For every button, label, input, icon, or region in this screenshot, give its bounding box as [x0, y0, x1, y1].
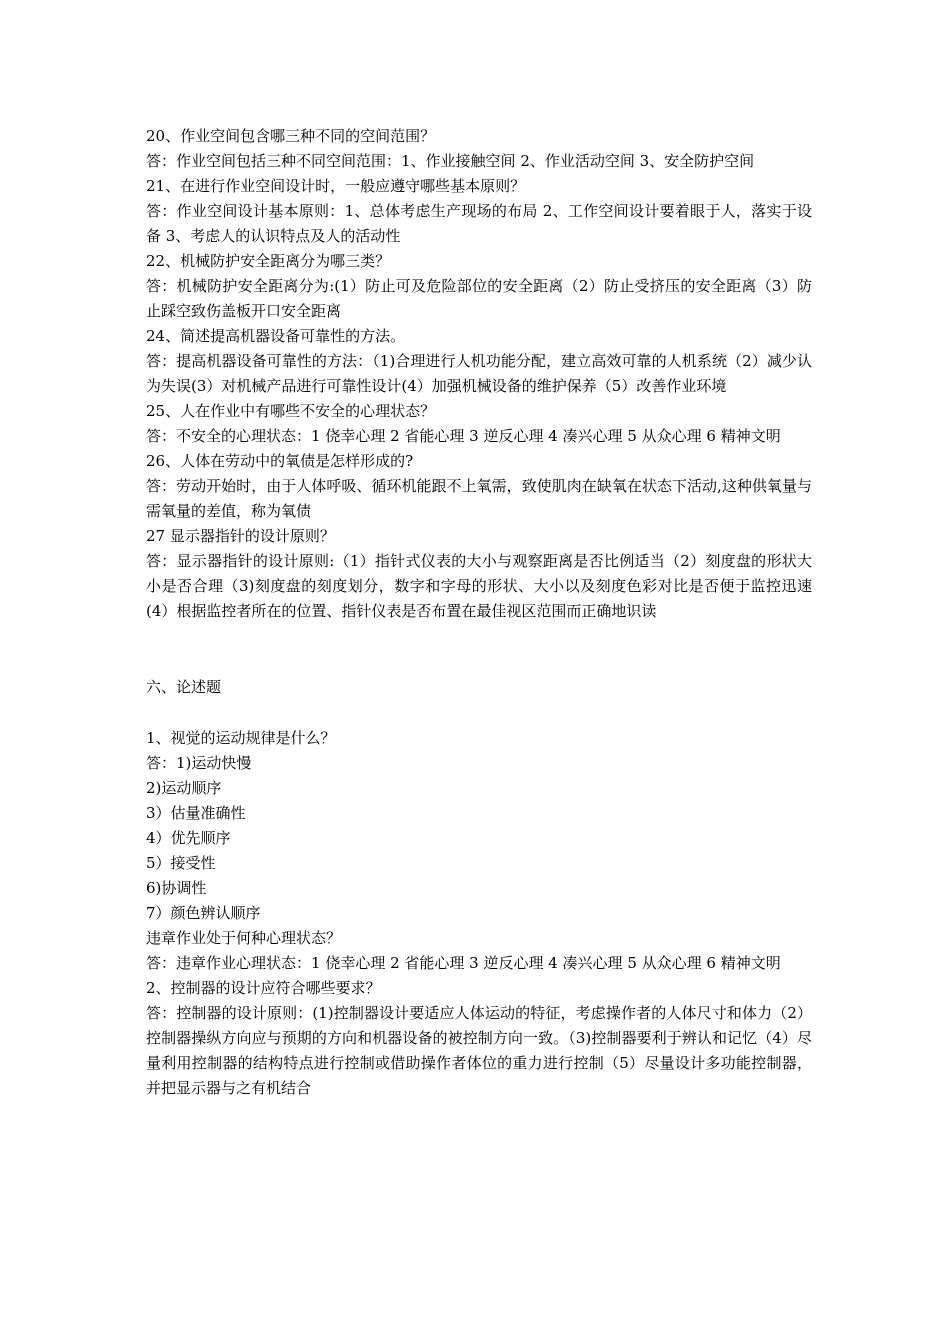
answer-22: 答：机械防护安全距离分为:(1）防止可及危险部位的安全距离（2）防止受挤压的安全距离（3）防止踩空致伤盖板开口安全距离 [146, 277, 812, 320]
essay-answer-1-item: 3）估量准确性 [146, 804, 246, 822]
essay-answer-1-item: 7）颜色辨认顺序 [146, 904, 261, 922]
question-25: 25、人在作业中有哪些不安全的心理状态？ [146, 402, 436, 420]
essay-answer-1-item: 4）优先顺序 [146, 829, 231, 847]
answer-26: 答：劳动开始时，由于人体呼吸、循环机能跟不上氧需，致使肌肉在缺氧在状态下活动,这种供氧量与需氧量的差值，称为氧债 [146, 477, 812, 520]
answer-20: 答：作业空间包括三种不同空间范围：1、作业接触空间 2、作业活动空间 3、安全防护空间 [146, 152, 755, 170]
section-heading: 六、论述题 [146, 678, 222, 696]
question-24: 24、简述提高机器设备可靠性的方法。 [146, 327, 406, 345]
spacer [146, 624, 812, 675]
essay-answer-1-item: 5）接受性 [146, 854, 216, 872]
answer-25: 答：不安全的心理状态：1 侥幸心理 2 省能心理 3 逆反心理 4 凑兴心理 5 从众心理 6 精神文明 [146, 427, 781, 445]
answer-27: 答：显示器指针的设计原则:（1）指针式仪表的大小与观察距离是否比例适当（2）刻度盘的形状大小是否合理（3)刻度盘的刻度划分，数字和字母的形状、大小以及刻度色彩对比是否便于监控迅速(4）根据监控者所在的位置、指针仪表是否布置在最佳视区范围而正确地识读 [146, 552, 812, 620]
answer-24: 答：提高机器设备可靠性的方法：（1)合理进行人机功能分配，建立高效可靠的人机系统（2）减少认为失误(3）对机械产品进行可靠性设计(4）加强机械设备的维护保养（5）改善作业环境 [146, 352, 812, 395]
essay-answer-violation: 答：违章作业心理状态：1 侥幸心理 2 省能心理 3 逆反心理 4 凑兴心理 5 从众心理 6 精神文明 [146, 954, 781, 972]
question-27: 27 显示器指针的设计原则？ [146, 527, 335, 545]
question-26: 26、人体在劳动中的氧债是怎样形成的? [146, 452, 414, 470]
question-21: 21、在进行作业空间设计时，一般应遵守哪些基本原则？ [146, 177, 526, 195]
document-page [146, 124, 812, 1101]
essay-answer-1-item: 答：1)运动快慢 [146, 754, 252, 772]
essay-answer-1-item: 2)运动顺序 [146, 779, 222, 797]
essay-answer-2: 答：控制器的设计原则：(1)控制器设计要适应人体运动的特征，考虑操作者的人体尺寸和体力（2）控制器操纵方向应与预期的方向和机器设备的被控制方向一致。（3)控制器要利于辨认和记忆（4）尽量利用控制器的结构特点进行控制或借助操作者体位的重力进行控制（5）尽量设计多功能控制器，并把显示器与之有机结合 [146, 1004, 812, 1097]
answer-21: 答：作业空间设计基本原则：1、总体考虑生产现场的布局 2、工作空间设计要着眼于人，落实于设备 3、考虑人的认识特点及人的活动性 [146, 202, 812, 245]
spacer [146, 700, 812, 726]
question-22: 22、机械防护安全距离分为哪三类？ [146, 252, 391, 270]
essay-question-1: 1、视觉的运动规律是什么？ [146, 729, 336, 747]
question-20: 20、作业空间包含哪三种不同的空间范围？ [146, 127, 436, 145]
essay-answer-1-item: 6)协调性 [146, 879, 207, 897]
essay-question-violation: 违章作业处于何种心理状态？ [146, 929, 342, 947]
essay-question-2: 2、控制器的设计应符合哪些要求？ [146, 979, 381, 997]
